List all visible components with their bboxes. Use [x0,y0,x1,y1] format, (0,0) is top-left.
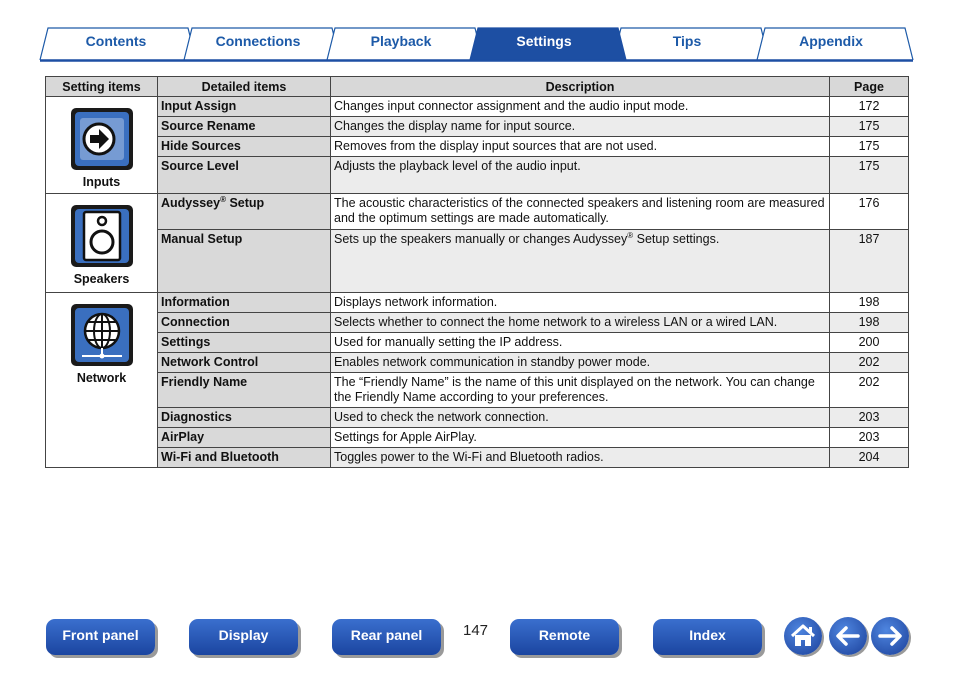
desc-settings: Used for manually setting the IP address. [331,333,830,353]
desc-hide-sources: Removes from the display input sources that are not used. [331,137,830,157]
item-hide-sources: Hide Sources [158,137,331,157]
table-row [46,137,909,157]
page-number: 147 [463,622,489,639]
back-arrow-icon [829,617,867,655]
page-link[interactable]: 202 [830,353,909,373]
tab-connections[interactable]: Connections [215,33,301,49]
table-row [46,97,909,117]
item-source-level: Source Level [158,157,331,194]
page-link[interactable]: 203 [830,428,909,448]
desc-source-level: Adjusts the playback level of the audio input. [331,157,830,194]
page-link[interactable]: 172 [830,97,909,117]
header-page: Page [830,77,909,97]
desc-manual-text: Sets up the speakers manually or changes Audyssey [334,232,628,246]
item-input-assign: Input Assign [158,97,331,117]
table-row [46,428,909,448]
forward-arrow-icon [871,617,909,655]
desc-source-rename: Changes the display name for input source. [331,117,830,137]
desc-manual-setup [331,230,830,293]
page-link[interactable]: 203 [830,408,909,428]
registered-mark: ® [220,194,226,204]
table-row [46,117,909,137]
table-row [46,157,909,194]
category-network [46,293,158,468]
desc-audyssey-setup: The acoustic characteristics of the connected speakers and listening room are measured and the optimum settings are made automatically. [331,194,830,230]
item-network-control: Network Control [158,353,331,373]
page-link[interactable]: 198 [830,293,909,313]
home-button[interactable] [784,617,822,655]
category-inputs [46,97,158,194]
desc-input-assign: Changes input connector assignment and the audio input mode. [331,97,830,117]
item-audyssey-suffix: Setup [225,196,265,210]
home-icon [784,617,822,655]
page-link[interactable]: 175 [830,157,909,194]
page-link[interactable]: 175 [830,137,909,157]
item-wifi-bluetooth: Wi-Fi and Bluetooth [158,448,331,468]
desc-information: Displays network information. [331,293,830,313]
page-link[interactable]: 176 [830,194,909,230]
item-settings: Settings [158,333,331,353]
category-label: Speakers [73,272,130,286]
item-manual-setup: Manual Setup [158,230,331,293]
table-row [46,373,909,408]
back-button[interactable] [829,617,867,655]
item-audyssey-setup [158,194,331,230]
desc-diagnostics: Used to check the network connection. [331,408,830,428]
item-source-rename: Source Rename [158,117,331,137]
table-header-row [46,77,909,97]
desc-airplay: Settings for Apple AirPlay. [331,428,830,448]
table-row [46,293,909,313]
header-setting-items: Setting items [46,77,158,97]
item-diagnostics: Diagnostics [158,408,331,428]
desc-network-control: Enables network communication in standby power mode. [331,353,830,373]
network-globe-icon[interactable] [70,303,134,367]
category-label: Inputs [82,175,121,189]
front-panel-button[interactable]: Front panel [46,619,155,655]
table-row [46,408,909,428]
input-arrow-icon[interactable] [70,107,134,171]
forward-button[interactable] [871,617,909,655]
desc-manual-suffix: Setup settings. [633,232,720,246]
item-connection: Connection [158,313,331,333]
tab-shapes [0,0,954,64]
rear-panel-button[interactable]: Rear panel [332,619,441,655]
header-detailed-items: Detailed items [158,77,331,97]
remote-button[interactable]: Remote [510,619,619,655]
tab-playback[interactable]: Playback [370,33,432,49]
page-link[interactable]: 198 [830,313,909,333]
page-link[interactable]: 202 [830,373,909,408]
item-information: Information [158,293,331,313]
tab-contents[interactable]: Contents [85,33,147,49]
table-row [46,333,909,353]
table-row [46,194,909,230]
category-label: Network [76,371,127,385]
desc-friendly-name: The “Friendly Name” is the name of this unit displayed on the network. You can change the Friendly Name according to your preferences. [331,373,830,408]
top-tab-bar [0,0,954,64]
table-row [46,313,909,333]
tab-appendix[interactable]: Appendix [799,33,863,49]
table-row [46,448,909,468]
display-button[interactable]: Display [189,619,298,655]
tab-settings[interactable]: Settings [516,33,572,49]
index-button[interactable]: Index [653,619,762,655]
page-link[interactable]: 200 [830,333,909,353]
desc-connection: Selects whether to connect the home network to a wireless LAN or a wired LAN. [331,313,830,333]
tab-tips[interactable]: Tips [672,33,702,49]
page-link[interactable]: 204 [830,448,909,468]
category-speakers [46,194,158,293]
header-description: Description [331,77,830,97]
settings-table [45,76,909,468]
page-link[interactable]: 175 [830,117,909,137]
item-friendly-name: Friendly Name [158,373,331,408]
item-airplay: AirPlay [158,428,331,448]
item-audyssey-text: Audyssey [161,196,221,210]
table-row [46,230,909,293]
registered-mark: ® [627,230,634,240]
page-link[interactable]: 187 [830,230,909,293]
speaker-icon[interactable] [70,204,134,268]
table-row [46,353,909,373]
desc-wifi-bluetooth: Toggles power to the Wi-Fi and Bluetooth radios. [331,448,830,468]
